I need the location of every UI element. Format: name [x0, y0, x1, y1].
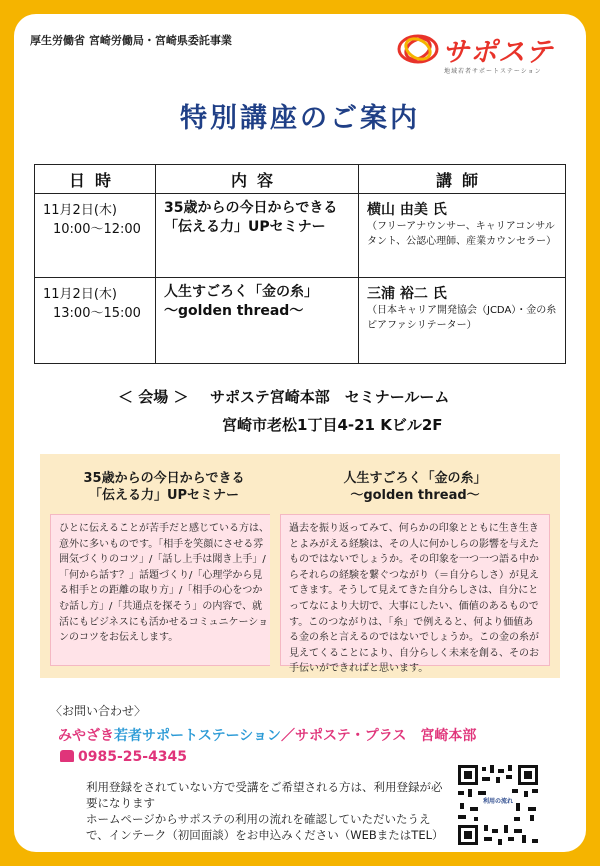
contact-phone[interactable]	[60, 749, 187, 765]
logo-subtitle: 地域若者サポートステーション	[444, 68, 542, 75]
contact-organization	[58, 725, 476, 745]
org-name-part3: ／サポステ・プラス 宮崎本部	[281, 728, 477, 744]
seminar-panel-right	[270, 454, 560, 678]
row-lecturer	[359, 194, 566, 278]
panel-body: ひとに伝えることが苦手だと感じている方は、意外に多いものです。「相手を笑顔にさせる雰囲気づくりのコツ」/「話し上手は聞き上手」/「何から話す？」話題づくり/「心理学から見る相手との距離の取り方」/「相手の心をつかむ話し方」/「共通点を探そう」の内容で、就活にもビジネスにも活かせるコミュニケーションのコツをお伝えします。	[50, 514, 278, 666]
header-content: 内容	[156, 165, 359, 194]
venue-name: サポステ宮崎本部 セミナールーム	[210, 388, 450, 406]
contact-label: 〈お問い合わせ〉	[50, 704, 147, 718]
panel-title-line2: 〜golden thread〜	[350, 488, 480, 503]
header-datetime: 日時	[35, 165, 156, 194]
flyer-sheet	[14, 14, 586, 852]
panel-title-line1: 35歳からの今日からできる	[83, 471, 245, 486]
logo-mark-icon	[396, 32, 440, 66]
org-name-part1: みやざき	[58, 728, 114, 744]
saposute-logo	[396, 28, 576, 78]
sponsor-note: 厚生労働省 宮崎労働局・宮崎県委託事業	[30, 34, 232, 47]
qr-code-icon	[456, 763, 540, 847]
header-lecturer: 講師	[359, 165, 566, 194]
venue-address: 宮崎市老松1丁目4-21 Kビル2F	[222, 416, 443, 434]
lecturer-description: （日本キャリア開発協会（JCDA）・金の糸ピアファシリテーター）	[367, 305, 557, 331]
lecturer-description: （フリーアナウンサー、キャリアコンサルタント、公認心理師、産業カウンセラー）	[367, 221, 557, 247]
lecturer-name: 三浦 裕二 氏	[367, 286, 447, 302]
seminar-panel-left	[40, 454, 288, 678]
table-header-row	[35, 165, 566, 194]
seminar-title-line1: 人生すごろく「金の糸」	[164, 284, 318, 300]
logo-text: サポステ	[442, 37, 554, 68]
row-time: 13:00〜15:00	[53, 306, 141, 321]
row-date: 11月2日(木)	[43, 287, 117, 302]
page-title: 特別講座のご案内	[180, 103, 420, 134]
phone-icon	[60, 750, 74, 762]
row-content	[156, 278, 359, 364]
schedule-table	[34, 164, 566, 364]
panel-title-line2: 「伝える力」UPセミナー	[88, 488, 240, 503]
lecturer-name: 横山 由美 氏	[367, 202, 447, 218]
qr-code[interactable]	[456, 763, 540, 847]
table-row	[35, 194, 566, 278]
row-date: 11月2日(木)	[43, 203, 117, 218]
row-content	[156, 194, 359, 278]
row-datetime	[35, 194, 156, 278]
row-lecturer	[359, 278, 566, 364]
seminar-title-line1: 35歳からの今日からできる	[164, 200, 338, 216]
seminar-title-line2: 「伝える力」UPセミナー	[164, 219, 326, 235]
panel-body: 過去を振り返ってみて、何らかの印象とともに生き生きとよみがえる経験は、その人に何かしらの影響を与えたものではないでしょうか。その印象を一つ一つ語る中からそれらの経験を繋ぐつながり（＝自分らしさ）が見えてきます。そうして見えてきた自分らしさは、自分にとってなにより大切で、大事にしたい、価値のあるものです。このつながりは、「糸」で例えると、何より価値ある金の糸と言えるのではないでしょうか。この金の糸が見えてくることにより、自分らしく未来を創る、そのお手伝いができればと思います。	[280, 514, 550, 666]
footer-note	[86, 779, 446, 843]
row-time: 10:00〜12:00	[53, 222, 141, 237]
footer-line1: 利用登録をされていない方で受講をご希望される方は、利用登録が必要になります	[86, 780, 443, 810]
row-datetime	[35, 278, 156, 364]
qr-label: 利用の流れ	[483, 798, 514, 805]
footer-line2: ホームページからサポステの利用の流れを確認していただいたうえで、インテーク（初回面談）をお申込みください（WEBまたはTEL）	[86, 812, 444, 842]
panel-title-line1: 人生すごろく「金の糸」	[343, 471, 487, 486]
venue-label: ＜ 会場 ＞	[118, 388, 189, 406]
seminar-title-line2: 〜golden thread〜	[164, 303, 304, 319]
phone-number: 0985-25-4345	[78, 749, 188, 765]
table-row	[35, 278, 566, 364]
org-name-part2: 若者サポートステーション	[114, 728, 282, 744]
